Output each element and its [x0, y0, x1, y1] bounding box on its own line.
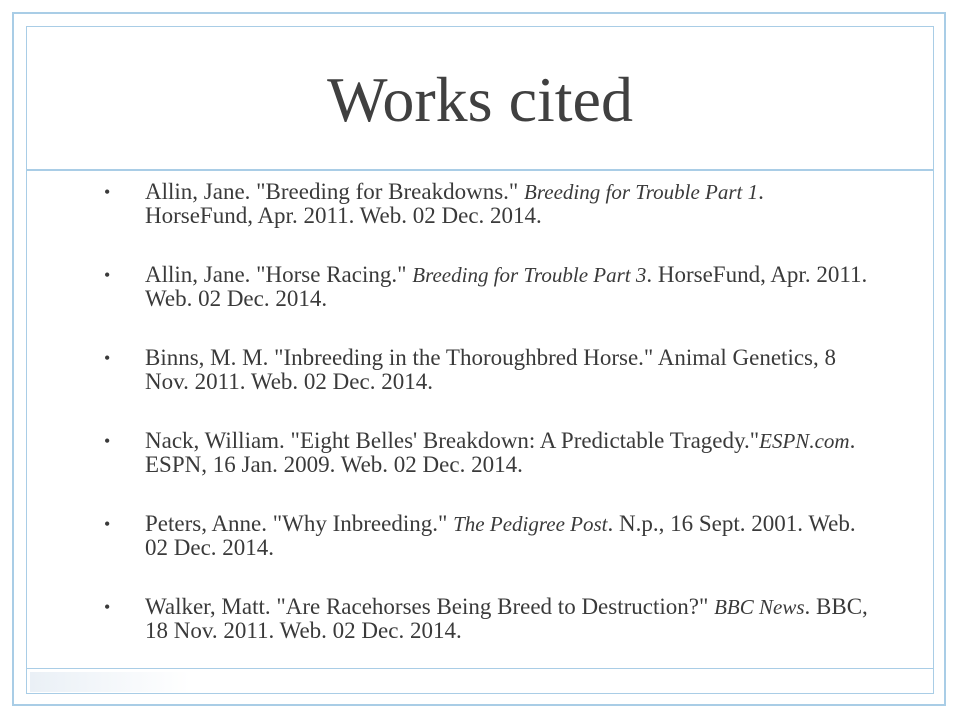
reference-item [104, 263, 874, 311]
reference-text: Walker, Matt. "Are Racehorses Being Breed to Destruction?" [145, 594, 715, 619]
reference-text: Binns, M. M. "Inbreeding in the Thoroughbred Horse." Animal Genetics, 8 Nov. 2011. Web. 02 Dec. 2014. [145, 345, 836, 394]
reference-text: Peters, Anne. "Why Inbreeding." [145, 511, 454, 536]
reference-publication: . HorseFund, Apr. 2011. Web. 02 Dec. 2014. [145, 262, 868, 311]
reference-item [104, 595, 874, 643]
reference-publication: . HorseFund, Apr. 2011. Web. 02 Dec. 2014. [145, 179, 764, 228]
reference-item [104, 512, 874, 560]
bullet-icon: • [104, 431, 111, 451]
reference-list [104, 180, 874, 678]
reference-publication: . ESPN, 16 Jan. 2009. Web. 02 Dec. 2014. [145, 428, 856, 477]
reference-source-title: Breeding for Trouble Part 1 [524, 180, 759, 204]
reference-item [104, 429, 874, 477]
reference-item [104, 346, 874, 394]
reference-source-title: ESPN.com [759, 429, 850, 453]
reference-source-title: The Pedigree Post [453, 512, 608, 536]
bullet-icon: • [104, 597, 111, 617]
bullet-icon: • [104, 514, 111, 534]
reference-publication: . N.p., 16 Sept. 2001. Web. 02 Dec. 2014. [145, 511, 856, 560]
bullet-icon: • [104, 265, 111, 285]
reference-text: Allin, Jane. "Horse Racing." [145, 262, 413, 287]
bullet-icon: • [104, 182, 111, 202]
title-divider [26, 169, 934, 171]
reference-publication: . BBC, 18 Nov. 2011. Web. 02 Dec. 2014. [145, 594, 868, 643]
reference-item [104, 180, 874, 228]
bullet-icon: • [104, 348, 111, 368]
reference-source-title: BBC News [714, 595, 805, 619]
slide-title: Works cited [327, 64, 633, 135]
reference-source-title: Breeding for Trouble Part 3 [412, 263, 647, 287]
reference-text: Allin, Jane. "Breeding for Breakdowns." [145, 179, 525, 204]
reference-text: Nack, William. "Eight Belles' Breakdown: A Predictable Tragedy." [145, 428, 760, 453]
